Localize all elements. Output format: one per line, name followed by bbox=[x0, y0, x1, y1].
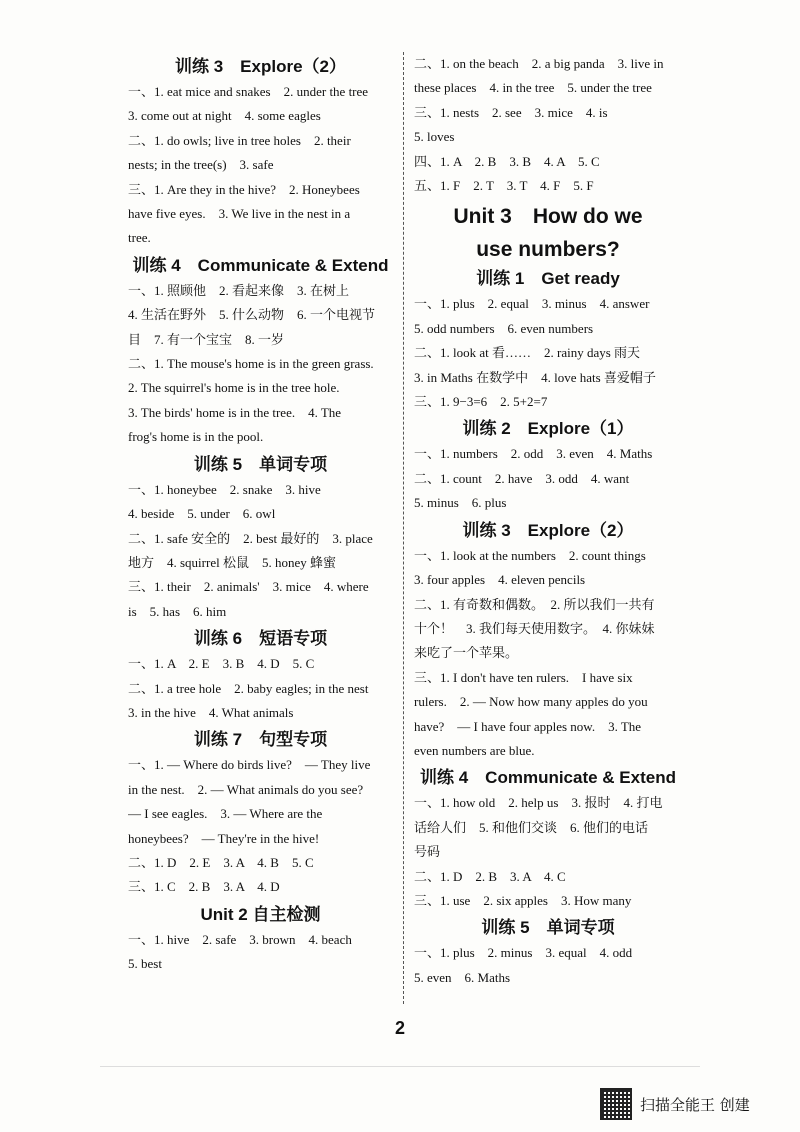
answer-line: 二、1. a tree hole 2. baby eagles; in the nest bbox=[128, 680, 369, 696]
answer-line: 一、1. — Where do birds live? — They live bbox=[128, 757, 371, 773]
section-title: 训练 3 Explore（2） bbox=[462, 520, 634, 540]
section-title: 训练 1 Get ready bbox=[476, 269, 620, 289]
right-column bbox=[414, 52, 682, 990]
answer-line: 二、1. 有奇数和偶数。 2. 所以我们一共有 bbox=[414, 596, 655, 612]
unit-title: Unit 3 How do we bbox=[453, 205, 643, 229]
answer-line: 二、1. The mouse's home is in the green grass. bbox=[128, 356, 374, 372]
answer-line: 二、1. count 2. have 3. odd 4. want bbox=[414, 470, 630, 486]
answer-line: 五、1. F 2. T 3. T 4. F 5. F bbox=[414, 178, 594, 194]
answer-line: 5. minus 6. plus bbox=[414, 495, 507, 511]
answer-line: have five eyes. 3. We live in the nest in a bbox=[128, 206, 351, 222]
answer-line: 5. best bbox=[128, 956, 162, 972]
section-title: 训练 6 短语专项 bbox=[193, 629, 328, 649]
answer-line: 5. odd numbers 6. even numbers bbox=[414, 320, 594, 336]
answer-line: 三、1. Are they in the hive? 2. Honeybees bbox=[128, 181, 360, 197]
answer-line: 三、1. I don't have ten rulers. I have six bbox=[414, 669, 633, 685]
section-title: 训练 5 单词专项 bbox=[193, 454, 328, 474]
answer-line: 二、1. do owls; live in tree holes 2. their bbox=[128, 132, 351, 148]
answer-line: honeybees? — They're in the hive! bbox=[128, 830, 320, 846]
answer-line: 地方 4. squirrel 松鼠 5. honey 蜂蜜 bbox=[128, 554, 336, 570]
answer-line: 一、1. plus 2. equal 3. minus 4. answer bbox=[414, 296, 650, 312]
answer-line: 一、1. A 2. E 3. B 4. D 5. C bbox=[128, 656, 315, 672]
answer-line: 来吃了一个苹果。 bbox=[414, 645, 519, 661]
answer-line: 十个！ 3. 我们每天使用数字。 4. 你妹妹 bbox=[414, 620, 655, 636]
answer-line: 一、1. eat mice and snakes 2. under the tree bbox=[128, 84, 369, 99]
answer-line: 5. loves bbox=[414, 129, 455, 145]
answer-line: nests; in the tree(s) 3. safe bbox=[128, 157, 274, 173]
bottom-rule bbox=[100, 1066, 700, 1067]
section-title: 训练 4 Communicate & Extend bbox=[420, 768, 676, 788]
answer-line: 话给人们 5. 和他们交谈 6. 他们的电话 bbox=[414, 819, 649, 835]
section-title: 训练 7 句型专项 bbox=[193, 730, 328, 750]
watermark-text: 扫描全能王 创建 bbox=[640, 1095, 750, 1114]
answer-line: 5. even 6. Maths bbox=[414, 969, 511, 985]
answer-line: tree. bbox=[128, 230, 151, 246]
section-title: 训练 3 Explore（2） bbox=[175, 57, 346, 76]
answer-line: 3. The birds' home is in the tree. 4. The bbox=[128, 404, 342, 420]
answer-line: 三、1. use 2. six apples 3. How many bbox=[414, 892, 632, 908]
section-title: 训练 4 Communicate & Extend bbox=[132, 255, 389, 275]
answer-line: these places 4. in the tree 5. under the tree bbox=[414, 80, 652, 96]
unit-title: use numbers? bbox=[476, 238, 620, 262]
answer-line: 三、1. their 2. animals' 3. mice 4. where bbox=[128, 579, 369, 595]
answer-line: 一、1. honeybee 2. snake 3. hive bbox=[128, 481, 321, 497]
answer-line: 4. 生活在野外 5. 什么动物 6. 一个电视节 bbox=[128, 307, 376, 323]
answer-line: 目 7. 有一个宝宝 8. 一岁 bbox=[128, 331, 285, 347]
answer-line: 3. in Maths 在数学中 4. love hats 喜爱帽子 bbox=[414, 369, 656, 385]
answer-line: frog's home is in the pool. bbox=[128, 429, 264, 445]
answer-line: 一、1. hive 2. safe 3. brown 4. beach bbox=[128, 931, 352, 947]
answer-line: 3. in the hive 4. What animals bbox=[128, 704, 294, 720]
scanner-watermark bbox=[600, 1087, 750, 1121]
answer-line: 三、1. 9−3=6 2. 5+2=7 bbox=[414, 394, 548, 410]
answer-line: 一、1. numbers 2. odd 3. even 4. Maths bbox=[414, 446, 653, 462]
answer-line: 一、1. look at the numbers 2. count things bbox=[414, 547, 646, 563]
left-column bbox=[128, 52, 393, 977]
answer-line: even numbers are blue. bbox=[414, 742, 535, 758]
qr-code-icon bbox=[600, 1088, 632, 1120]
section-title: Unit 2 自主检测 bbox=[200, 904, 321, 924]
answer-line: 一、1. plus 2. minus 3. equal 4. odd bbox=[414, 945, 633, 961]
answer-line: 3. come out at night 4. some eagles bbox=[128, 108, 321, 124]
answer-line: is 5. has 6. him bbox=[128, 603, 227, 619]
answer-line: 二、1. D 2. B 3. A 4. C bbox=[414, 868, 566, 884]
answer-line: 三、1. C 2. B 3. A 4. D bbox=[128, 879, 280, 895]
section-title: 训练 5 单词专项 bbox=[481, 918, 615, 938]
answer-line: 4. beside 5. under 6. owl bbox=[128, 506, 276, 522]
answer-line: — I see eagles. 3. — Where are the bbox=[128, 806, 323, 822]
answer-line: 二、1. look at 看…… 2. rainy days 雨天 bbox=[414, 345, 641, 361]
answer-line: 二、1. safe 安全的 2. best 最好的 3. place bbox=[128, 530, 373, 546]
answer-line: 三、1. nests 2. see 3. mice 4. is bbox=[414, 104, 608, 120]
answer-line: 四、1. A 2. B 3. B 4. A 5. C bbox=[414, 153, 600, 169]
answer-line: 一、1. how old 2. help us 3. 报时 4. 打电 bbox=[414, 795, 663, 811]
answer-line: in the nest. 2. — What animals do you see? bbox=[128, 781, 364, 797]
page-number: 2 bbox=[394, 1018, 405, 1038]
answer-line: have? — I have four apples now. 3. The bbox=[414, 718, 642, 734]
answer-line: 二、1. on the beach 2. a big panda 3. live in bbox=[414, 56, 664, 71]
column-divider bbox=[403, 52, 404, 1004]
answer-line: 3. four apples 4. eleven pencils bbox=[414, 572, 586, 588]
answer-line: 号码 bbox=[414, 844, 441, 860]
answer-line: 2. The squirrel's home is in the tree hole. bbox=[128, 380, 340, 396]
answer-line: rulers. 2. — Now how many apples do you bbox=[414, 694, 648, 710]
answer-line: 二、1. D 2. E 3. A 4. B 5. C bbox=[128, 854, 314, 870]
section-title: 训练 2 Explore（1） bbox=[462, 419, 634, 439]
answer-line: 一、1. 照顾他 2. 看起来像 3. 在树上 bbox=[128, 282, 350, 298]
